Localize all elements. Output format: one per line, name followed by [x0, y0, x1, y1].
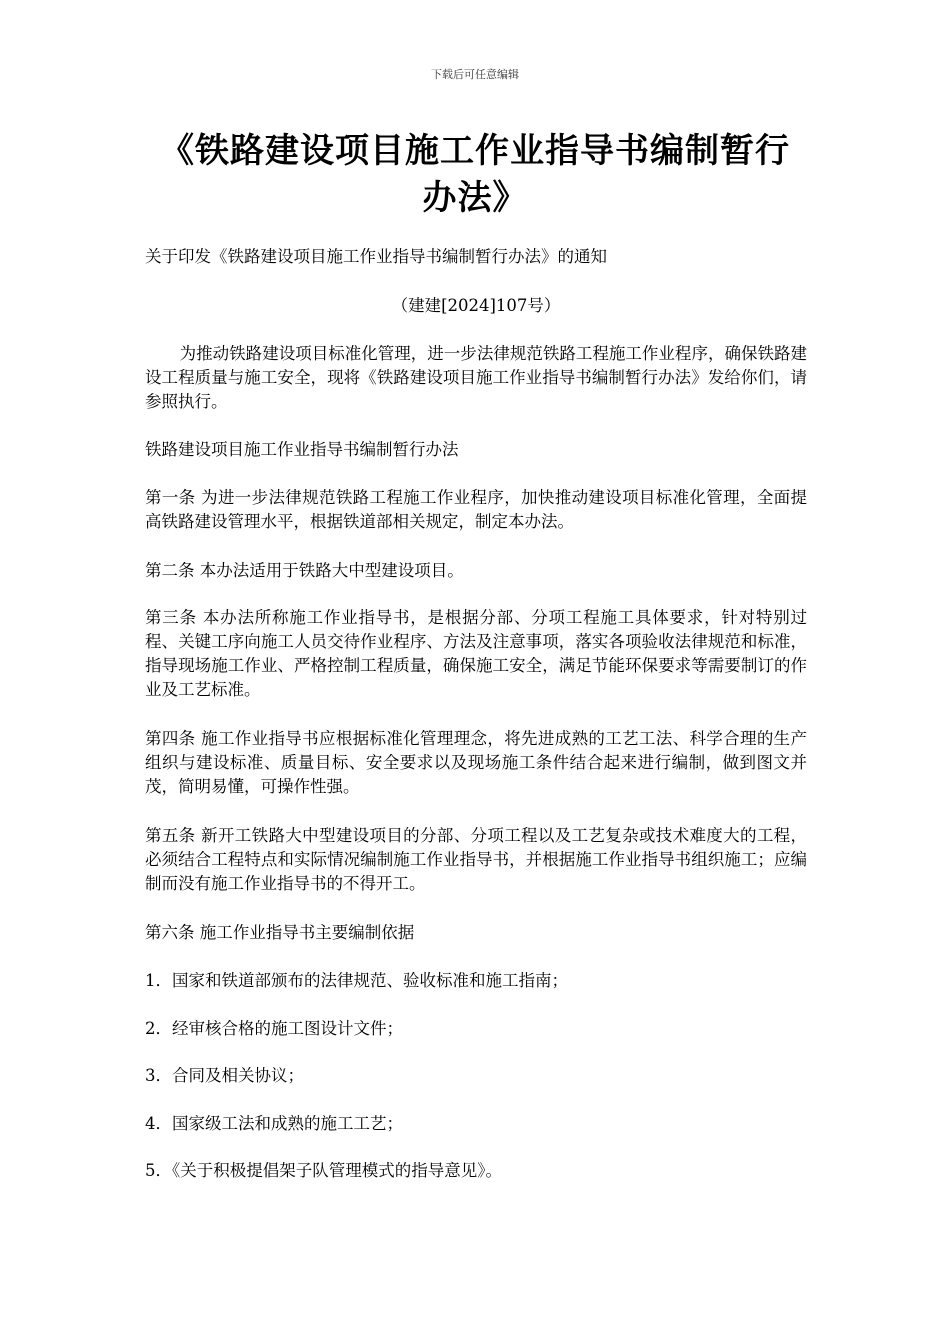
basis-item-3: 3．合同及相关协议； — [145, 1066, 304, 1085]
article-1: 第一条 为进一步法律规范铁路工程施工作业程序，加快推动建设项目标准化管理，全面提高铁路建设管理水平，根据铁道部相关规定，制定本办法。 — [145, 488, 807, 531]
doc-number: （建建[2024]107号） — [391, 296, 561, 315]
basis-item-4: 4．国家级工法和成熟的施工工艺； — [145, 1114, 403, 1133]
basis-item-5: 5．《关于积极提倡架子队管理模式的指导意见》。 — [145, 1161, 502, 1180]
article-6: 第六条 施工作业指导书主要编制依据 — [145, 923, 415, 942]
notice-title: 关于印发《铁路建设项目施工作业指导书编制暂行办法》的通知 — [145, 247, 607, 266]
article-3: 第三条 本办法所称施工作业指导书，是根据分部、分项工程施工具体要求，针对特别过程、关键工序向施工人员交待作业程序、方法及注意事项，落实各项验收法律规范和标准，指导现场施工作业、严格控制工程质量，确保施工安全，满足节能环保要求等需要制订的作业及工艺标准。 — [145, 608, 807, 699]
article-5: 第五条 新开工铁路大中型建设项目的分部、分项工程以及工艺复杂或技术难度大的工程，必须结合工程特点和实际情况编制施工作业指导书，并根据施工作业指导书组织施工；应编制而没有施工作业指导书的不得开工。 — [145, 826, 807, 893]
article-4: 第四条 施工作业指导书应根据标准化管理理念，将先进成熟的工艺工法、科学合理的生产组织与建设标准、质量目标、安全要求以及现场施工条件结合起来进行编制，做到图文并茂，简明易懂，可操作性强。 — [145, 729, 807, 796]
basis-item-1: 1．国家和铁道部颁布的法律规范、验收标准和施工指南； — [145, 971, 568, 990]
intro-paragraph: 为推动铁路建设项目标准化管理，进一步法律规范铁路工程施工作业程序，确保铁路建设工程质量与施工安全，现将《铁路建设项目施工作业指导书编制暂行办法》发给你们，请参照执行。 — [145, 344, 807, 411]
header-note: 下载后可任意编辑 — [431, 68, 519, 81]
article-2: 第二条 本办法适用于铁路大中型建设项目。 — [145, 561, 464, 580]
document-title: 《铁路建设项目施工作业指导书编制暂行办法》 — [160, 131, 790, 218]
subtitle: 铁路建设项目施工作业指导书编制暂行办法 — [145, 440, 459, 459]
basis-item-2: 2．经审核合格的施工图设计文件； — [145, 1019, 403, 1038]
